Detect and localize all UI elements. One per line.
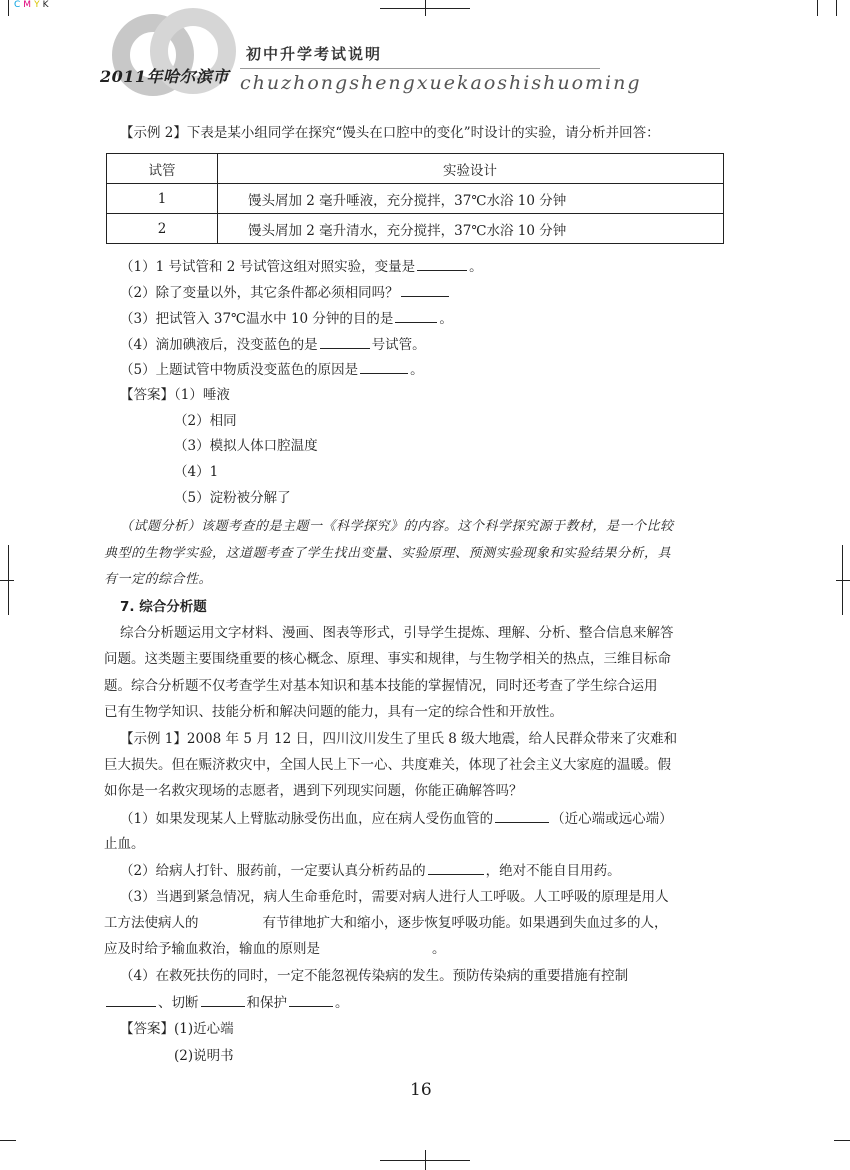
answer-blank xyxy=(417,257,467,271)
question-line xyxy=(120,360,424,379)
crop-mark xyxy=(425,1150,426,1170)
paragraph-line: 问题。这类题主要围绕重要的核心概念、原理、事实和规律，与生物学相关的热点，三维目标命 xyxy=(104,651,671,667)
table-cell: 馒头屑加 2 毫升清水，充分搅拌，37℃水浴 10 分钟 xyxy=(218,214,724,244)
question-line xyxy=(104,993,349,1012)
question-line xyxy=(120,283,451,302)
question-line: （4）在救死扶伤的同时，一定不能忽视传染病的发生。预防传染病的重要措施有控制 xyxy=(120,968,629,984)
table-cell: 2 xyxy=(107,214,218,244)
question-text: （1）如果发现某人上臂肱动脉受伤出血，应在病人受伤血管的 xyxy=(120,811,494,827)
question-text: 有节律地扩大和缩小，逐步恢复呼吸功能。如果遇到失血过多的人， xyxy=(262,915,668,931)
crop-mark xyxy=(817,0,818,16)
question-line xyxy=(104,914,668,932)
question-text: （5）上题试管中物质没变蓝色的原因是 xyxy=(120,362,359,378)
header-pinyin: chuzhongshengxuekaoshishuoming xyxy=(240,72,642,94)
question-line: （3）当遇到紧急情况，病人生命垂危时，需要对病人进行人工呼吸。人工呼吸的原理是用人 xyxy=(120,889,669,905)
answer-label: 【答案】(1)近心端 xyxy=(120,1021,234,1037)
question-text: 。 xyxy=(439,311,453,327)
question-text: 、切断 xyxy=(158,995,199,1011)
section-heading: 7. 综合分析题 xyxy=(120,599,207,615)
analysis-line: 典型的生物学实验，这道题考查了学生找出变量、实验原理、预测实验现象和实验结果分析，具 xyxy=(104,546,672,561)
header-rule xyxy=(240,68,600,69)
question-text: 号试管。 xyxy=(371,337,426,353)
paragraph-line: 【示例 1】2008 年 5 月 12 日，四川汶川发生了里氏 8 级大地震，给人民群众带来了灾难和 xyxy=(120,731,678,747)
answer-blank xyxy=(289,993,333,1007)
cmyk-color-bar xyxy=(14,0,51,10)
crop-mark xyxy=(0,1140,16,1141)
page-number: 16 xyxy=(410,1080,432,1100)
crop-mark xyxy=(425,0,426,16)
table-header-cell: 实验设计 xyxy=(218,154,724,184)
answer-item: （4）1 xyxy=(174,464,219,480)
answer-blank xyxy=(395,309,437,323)
question-line: 止血。 xyxy=(104,836,145,852)
table-row xyxy=(107,214,724,244)
question-text: （4）滴加碘液后，没变蓝色的是 xyxy=(120,337,318,353)
answer-item: (2)说明书 xyxy=(174,1048,234,1064)
crop-mark xyxy=(8,545,9,615)
cmyk-y: Y xyxy=(34,0,43,10)
paragraph-line: 综合分析题运用文字材料、漫画、图表等形式，引导学生提炼、理解、分析、整合信息来解答 xyxy=(120,625,674,641)
paragraph-line: 题。综合分析题不仅考查学生对基本知识和基本技能的掌握情况，同时还考查了学生综合运用 xyxy=(104,678,658,694)
paragraph-line: 已有生物学知识、技能分析和解决问题的能力，具有一定的综合性和开放性。 xyxy=(104,704,563,720)
crop-mark xyxy=(842,545,843,615)
question-text: 工方法使病人的 xyxy=(104,915,199,931)
answer-blank xyxy=(201,914,261,927)
answer-blank xyxy=(495,809,549,823)
question-text: 。 xyxy=(469,259,483,275)
question-text: 。 xyxy=(410,362,424,378)
crop-mark xyxy=(0,580,14,581)
experiment-table xyxy=(106,153,724,244)
question-text: 应及时给予输血救治，输血的原则是 xyxy=(104,941,320,957)
paragraph-line: 巨大损失。但在赈济救灾中，全国人民上下一心、共度难关，体现了社会主义大家庭的温暖。假 xyxy=(104,757,671,773)
question-line xyxy=(120,257,483,276)
question-text: 。 xyxy=(335,995,349,1011)
answer-item: （3）模拟人体口腔温度 xyxy=(174,438,318,454)
table-cell: 1 xyxy=(107,184,218,214)
question-text: ，绝对不能自目用药。 xyxy=(485,863,621,879)
cmyk-k: K xyxy=(42,0,52,10)
question-text: （近心端或远心端） xyxy=(551,811,673,827)
analysis-line: 有一定的综合性。 xyxy=(104,572,213,587)
question-text: （3）把试管入 37℃温水中 10 分钟的目的是 xyxy=(120,311,394,327)
header-title: 初中升学考试说明 xyxy=(246,45,383,63)
table-row xyxy=(107,184,724,214)
crop-mark xyxy=(836,0,837,16)
crop-mark xyxy=(836,580,850,581)
table-header-cell: 试管 xyxy=(107,154,218,184)
answer-blank xyxy=(401,283,449,297)
question-text: 。 xyxy=(432,941,446,957)
question-line xyxy=(104,940,446,958)
header-year-city: 2011年哈尔滨市 xyxy=(100,67,230,86)
question-text: （1）1 号试管和 2 号试管这组对照实验，变量是 xyxy=(120,259,416,275)
question-line xyxy=(120,309,453,328)
question-text: 和保护 xyxy=(246,995,287,1011)
answer-blank xyxy=(428,861,484,875)
cmyk-c: C xyxy=(14,0,24,10)
question-line xyxy=(120,809,673,828)
answer-blank xyxy=(322,940,430,953)
crop-mark xyxy=(834,1140,850,1141)
example2-intro: 【示例 2】下表是某小组同学在探究“馒头在口腔中的变化”时设计的实验，请分析并回答： xyxy=(120,125,660,141)
cmyk-m: M xyxy=(23,0,35,10)
question-text: （2）除了变量以外，其它条件都必须相同吗？ xyxy=(120,285,399,301)
answer-label: 【答案】（1）唾液 xyxy=(120,387,230,403)
question-line xyxy=(120,335,426,354)
table-header-row xyxy=(107,154,724,184)
answer-blank xyxy=(201,993,245,1007)
answer-item: （2）相同 xyxy=(174,413,237,429)
table-cell: 馒头屑加 2 毫升唾液，充分搅拌，37℃水浴 10 分钟 xyxy=(218,184,724,214)
question-line xyxy=(120,861,621,880)
question-text: （2）给病人打针、服药前，一定要认真分析药品的 xyxy=(120,863,426,879)
answer-blank xyxy=(106,993,156,1007)
paragraph-line: 如你是一名救灾现场的志愿者，遇到下列现实问题，你能正确解答吗？ xyxy=(104,783,523,799)
analysis-line: （试题分析）该题考查的是主题一《科学探究》的内容。这个科学探究源于教材，是一个比较 xyxy=(120,519,674,534)
answer-item: （5）淀粉被分解了 xyxy=(174,490,291,506)
answer-blank xyxy=(360,360,408,374)
crop-mark xyxy=(8,0,9,16)
answer-blank xyxy=(320,335,370,349)
